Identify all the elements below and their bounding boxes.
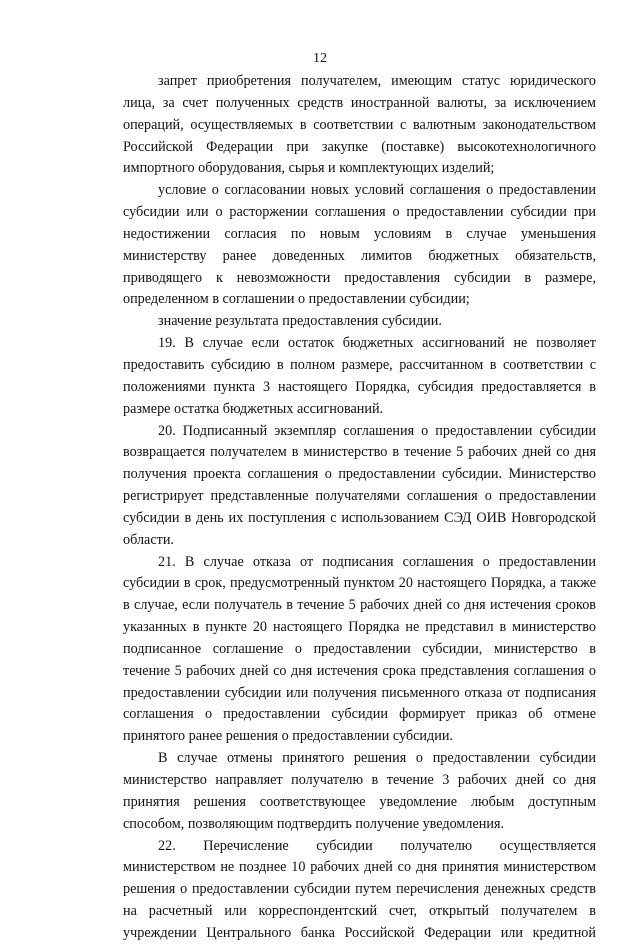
paragraph-item-21: 21. В случае отказа от подписания соглашения о предоставлении субсидии в срок, предусмотренный пунктом 20 настоящего Порядка, а также в случае, если получатель в течение 5 рабочих дней со дня истечения сроков указанных в пункте 20 настоящего Порядка не представил в министерство подписанное соглашение о предоставлении субсидии, министерство в течение 5 рабочих дней со дня истечения срока представления соглашения о предоставлении субсидии или получения письменного отказа от подписания соглашения о предоставлении субсидии формирует приказ об отмене принятого ранее решения о предоставлении субсидии.: [123, 553, 596, 745]
paragraph-cancellation-notice: В случае отмены принятого решения о предоставлении субсидии министерство направляет получателю в течение 3 рабочих дней со дня принятия решения соответствующее уведомление любым доступным способом, позволяющим подтвердить получение уведомления.: [123, 750, 596, 832]
paragraph-item-19: 19. В случае если остаток бюджетных ассигнований не позволяет предоставить субсидию в полном размере, рассчитанном в соответствии с положениями пункта 3 настоящего Порядка, субсидия предоставляется в размере остатка бюджетных ассигнований.: [123, 335, 596, 417]
paragraph-currency-prohibition: запрет приобретения получателем, имеющим статус юридического лица, за счет полученных средств иностранной валюты, за исключением операций, осуществляемых в соответствии с валютным законодательством Российской Федерации при закупке (поставке) высокотехнологичного импортного оборудования, сырья и комплектующих изделий;: [123, 73, 596, 177]
paragraph-item-20: 20. Подписанный экземпляр соглашения о предоставлении субсидии возвращается получателем в министерство в течение 5 рабочих дней со дня получения проекта соглашения о предоставлении субсидии. Министерство регистрирует представленные получателями соглашения о предоставлении субсидии в день их поступления с использованием СЭД ОИВ Новгородской области.: [123, 422, 596, 548]
document-body: [123, 71, 596, 945]
paragraph-item-22: 22. Перечисление субсидии получателю осуществляется министерством не позднее 10 рабочих дней со дня принятия министерством решения о предоставлении субсидии путем перечисления денежных средств на расчетный или корреспондентский счет, открытый получателем в учреждении Центрального банка Российской Федерации или кредитной: [123, 837, 596, 941]
page-number: 12: [313, 51, 327, 66]
paragraph-agreement-conditions: условие о согласовании новых условий соглашения о предоставлении субсидии или о расторжении соглашения о предоставлении субсидии при недостижении согласия по новым условиям в случае уменьшения министерству ранее доведенных лимитов бюджетных обязательств, приводящего к невозможности предоставления субсидии в размере, определенном в соглашении о предоставлении субсидии;: [123, 182, 596, 308]
paragraph-result-value: значение результата предоставления субсидии.: [158, 313, 442, 330]
